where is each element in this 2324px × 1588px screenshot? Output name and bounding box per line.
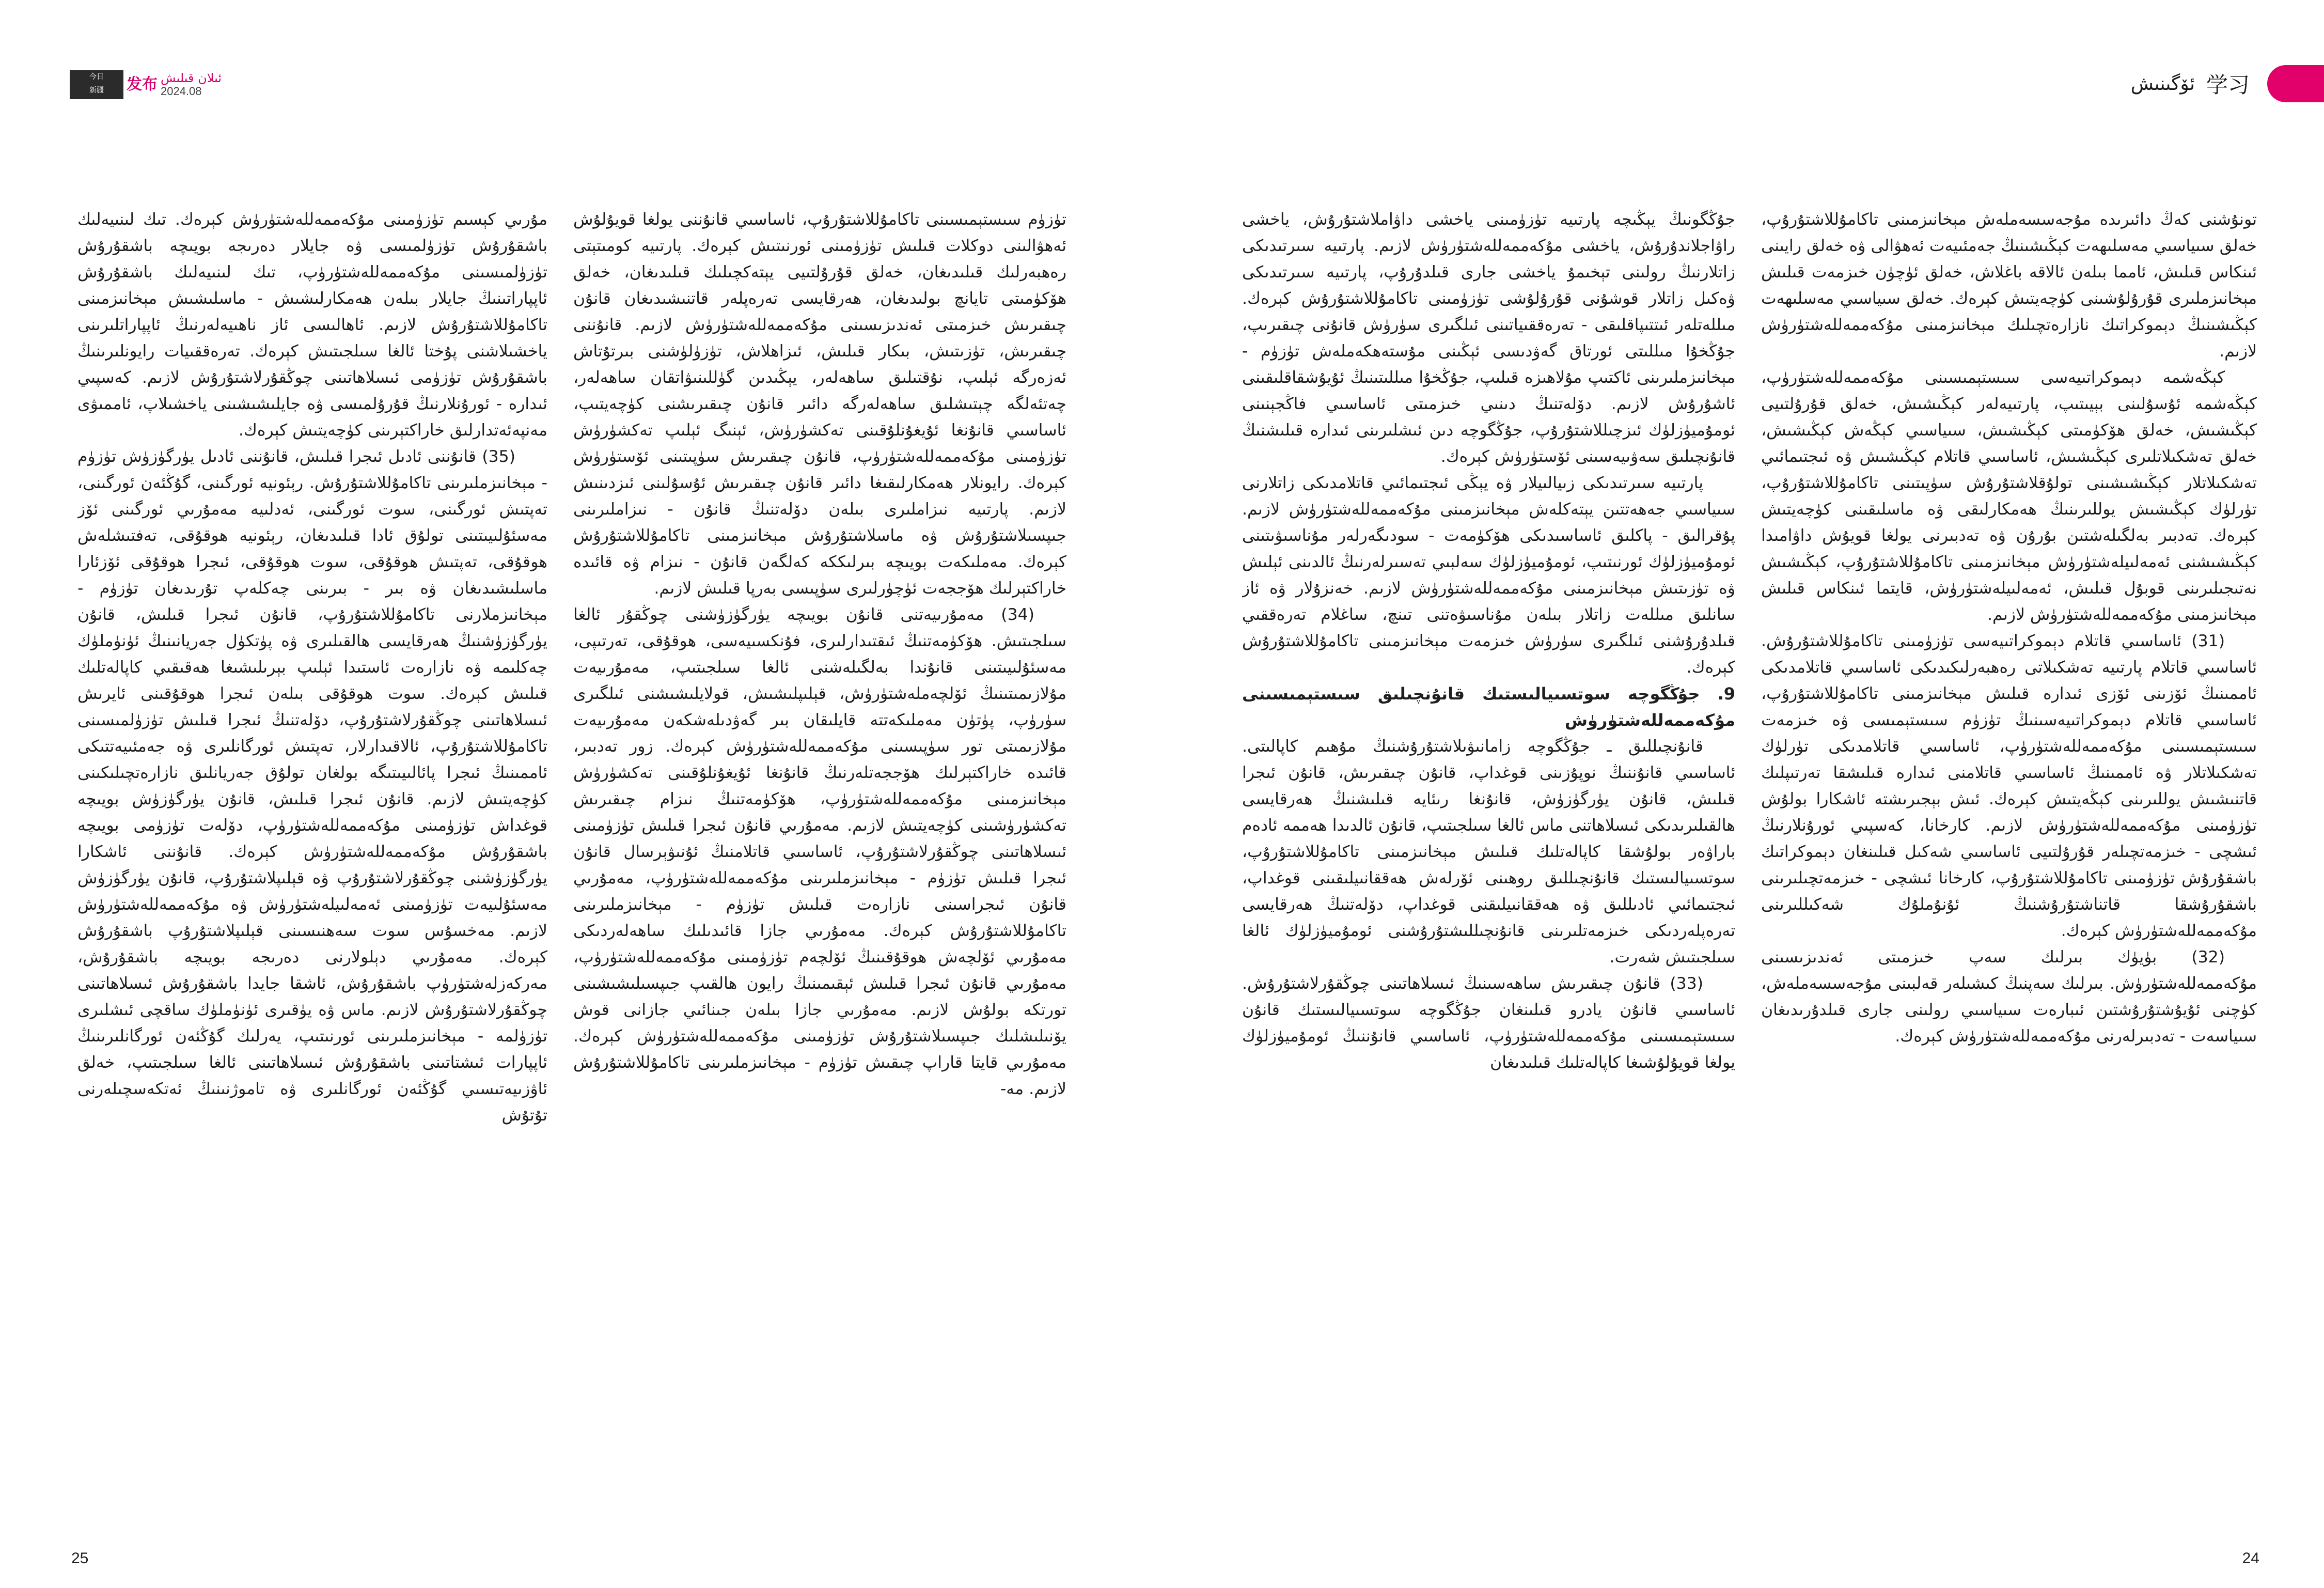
paragraph: كېڭەشمە دېموكراتىيەسى سىستېمىسىنى مۇكەممەللەشتۈرۈپ، كېڭەشمە ئۇسۇلىنى بېيىتىپ، پارتىيەلەر كېڭىشىش، خەلق قۇرۇلتىيى كېڭىشىش، خەلق ھۆكۈمىتى كېڭىشىش، سىياسىي كېڭەش كېڭىشىش، خەلق تەشكىلاتلىرى كېڭىشىش، ئاساسىي قاتلام كېڭىشىش ۋە ئىجتىمائىي تەشكىلاتلار كېڭىشىشىنى تولۇقلاشتۇرۇش سۈپىتىنى تاكامۇللاشتۇرۇپ، تۈرلۈك كېڭىشىش يوللىرىنىڭ ھەمكارلىقى ۋە ماسلىقىنى كۈچەيتىش كېرەك. تەدبىر بەلگىلەشتىن بۇرۇن ۋە تەدبىرنى يولغا قويۇش داۋامىدا كېڭىشىشنى ئەمەلىيلەشتۈرۈش مېخانىزمىنى تاكامۇللاشتۇرۇپ، كېڭىشىش نەتىجىلىرىنى قوبۇل قىلىش، ئەمەلىيلەشتۈرۈش، قايتما ئىنكاس قىلىش مېخانىزمىنى مۇكەممەللەشتۈرۈش لازىم. <box>1761 368 2257 624</box>
paragraph: (33) قانۇن چىقىرىش ساھەسىنىڭ ئىسلاھاتىنى چوڭقۇرلاشتۇرۇش. ئاساسىي قانۇن يادرو قىلىنغان جۇڭگوچە سوتسىيالىستىك قانۇن سىستېمىسىنى مۇكەممەللەشتۈرۈپ، ئاساسىي قانۇننىڭ ئومۇميۈزلۈك يولغا قويۇلۇشىغا كاپالەتلىك قىلىدىغان <box>1242 974 1735 1072</box>
section-title-uyghur: ئۆگىنىش <box>2130 73 2195 95</box>
text-column-1 <box>1761 207 2257 1519</box>
paragraph: قانۇنچىللىق ـ جۇڭگوچە زامانىۋىلاشتۇرۇشنىڭ مۇھىم كاپالىتى. ئاساسىي قانۇننىڭ نوپۇزىنى قوغداپ، قانۇن چىقىرىش، قانۇن ئىجرا قىلىش، قانۇن يۈرگۈزۈش، قانۇنغا رىئايە قىلىشنىڭ ھەرقايسى ھالقىلىرىدىكى ئىسلاھاتنى ماس ئالغا سىلجىتىپ، قانۇن ئالدىدا ھەممە ئادەم باراۋەر بولۇشقا كاپالەتلىك قىلىش مېخانىزمىنى تاكامۇللاشتۇرۇپ، سوتسىيالىستىك قانۇنچىللىق روھىنى ئۆرلەش ھەققانىيلىقىنى قوغداپ، ئىجتىمائىي ئادىللىق ۋە ھەققانىيلىقنى قوغداپ، دۆلەتنىڭ ھەرقايسى تەرەپلەردىكى خىزمەتلىرىنى قانۇنچىللىشتۇرۇشنى ئومۇميۈزلۈك ئالغا سىلجىتىش شەرت. <box>1242 737 1735 967</box>
paragraph: (34) مەمۇرىيەتنى قانۇن بويىچە يۈرگۈزۈشنى چوڭقۇر ئالغا سىلجىتىش. ھۆكۈمەتنىڭ ئىقتىدارلىرى، فۇنكسىيەسى، ھوقۇقى، تەرتىپى، مەسئۇلىيىتىنى قانۇندا بەلگىلەشنى ئالغا سىلجىتىپ، مەمۇرىيەت مۇلازىمىتىنىڭ ئۆلچەملەشتۈرۈش، قېلىپلىشىش، قولايلىشىشنى ئىلگىرى سۈرۈپ، پۈتۈن مەملىكەتتە قايلىقان بىر گەۋدىلەشكەن مەمۇرىيەت مۇلازىمىتى تور سۈپىسىنى مۇكەممەللەشتۈرۈش كېرەك. زور تەدبىر، قائىدە خاراكتېرلىك ھۆججەتلەرنىڭ قانۇنغا ئۇيغۇنلۇقىنى تەكشۈرۈش مېخانىزمىنى مۇكەممەللەشتۈرۈپ، ھۆكۈمەتنىڭ نىزام چىقىرىش تەكشۈرۈشىنى كۈچەيتىش لازىم. مەمۇرىي قانۇن ئىجرا قىلىش تۈزۈمىنى ئىسلاھاتىنى چوڭقۇرلاشتۇرۇپ، ئاساسىي قاتلامنىڭ ئۇنىۋېرسال قانۇن ئىجرا قىلىش تۈزۈم - مېخانىزملىرىنى مۇكەممەللەشتۈرۈپ، مەمۇرىي قانۇن ئىجراسىنى نازارەت قىلىش تۈزۈم - مېخانىزملىرىنى تاكامۇللاشتۇرۇش كېرەك. مەمۇرىي جازا قائىدىلىك ساھەلەردىكى مەمۇرىي ئۆلچەش ھوقۇقىنىڭ ئۆلچەم تۈزۈمىنى مۇكەممەللەشتۈرۈپ، مەمۇرىي قانۇن ئىجرا قىلىش ئېقىمىنىڭ رايون ھالقىپ جىپسىلىشىشىنى تورتكە بولۇش لازىم. مەمۇرىي جازا بىلەن جىنائىي جازانى قوش يۆنىلىشلىك جىپسىلاشتۇرۇش تۈزۈمىنى مۇكەممەللەشتۈرۈش كېرەك. مەمۇرىي قايتا قاراپ چىقىش تۈزۈم - مېخانىزملىرىنى تاكامۇللاشتۇرۇش لازىم. مە- <box>573 605 1066 1098</box>
text-column-3 <box>573 207 1066 1519</box>
magazine-masthead <box>70 68 222 101</box>
paragraph: تۈزۈم سىستېمىسىنى تاكامۇللاشتۇرۇپ، ئاساسىي قانۇننى يولغا قويۇلۇش ئەھۋالىنى دوكلات قىلىش تۈزۈمىنى ئورنىتىش كېرەك. پارتىيە كومىتېتى رەھبەرلىك قىلىدىغان، خەلق قۇرۇلتىيى يېتەكچىلىك قىلىدىغان، خەلق ھۆكۈمىتى تايانچ بولىدىغان، ھەرقايسى تەرەپلەر قاتنىشىدىغان قانۇن چىقىرىش خىزمىتى ئەندىزىسىنى مۇكەممەللەشتۈرۈش لازىم. قانۇننى چىقىرىش، تۈزىتىش، بىكار قىلىش، ئىزاھلاش، تۈزۈلۈشنى بىرتۇتاش ئەزەرگە ئېلىپ، نۇقتىلىق ساھەلەر، يېڭىدىن گۈللىنىۋاتقان ساھەلەر، چەتئەلگە چېتىشلىق ساھەلەرگە دائىر قانۇن چىقىرىشنى كۈچەيتىپ، ئاساسىي قانۇنغا ئۇيغۇنلۇقىنى تەكشۈرۈش، ئېنىگ ئېلىپ تەكشۈرۈش تۈزۈمىنى مۇكەممەللەشتۈرۈپ، قانۇن چىقىرىش سۈپىتىنى ئۆستۈرۈش كېرەك. رايونلار ھەمكارلىقىغا دائىر قانۇن چىقىرىش ئۇسۇلىنى ئىزدىنىش لازىم. پارتىيە نىزاملىرى بىلەن دۆلەتنىڭ قانۇن - نىزاملىرىنى جىپسىلاشتۇرۇش ۋە ماسلاشتۇرۇش مېخانىزمىنى تاكامۇللاشتۇرۇش كېرەك. مەملىكەت بويىچە بىرلىككە كەلگەن قانۇن - نىزام ۋە قائىدە خاراكتېرلىك ھۆججەت ئۈچۈرلىرى سۈپىسى بەرپا قىلىش لازىم. <box>573 210 1066 598</box>
section-accent-tab <box>2267 65 2324 102</box>
paragraph: (31) ئاساسىي قاتلام دېموكراتىيەسى تۈزۈمىنى تاكامۇللاشتۇرۇش. ئاساسىي قاتلام پارتىيە تەشكىلاتى رەھبەرلىكىدىكى ئاساسىي قاتلامدىكى ئاممىنىڭ ئۆزىنى ئۆزى ئىدارە قىلىش مېخانىزمىنى تاكامۇللاشتۇرۇپ، ئاساسىي قاتلام دېموكراتىيەسىنىڭ تۈزۈم سىستېمىسى ۋە خىزمەت سىستېمىسىنى مۇكەممەللەشتۈرۈپ، ئاساسىي قاتلامدىكى تۈرلۈك تەشكىلاتلار ۋە ئاممىنىڭ ئاساسىي قاتلامنى ئىدارە قىلىشقا تەرتىپلىك قاتنىشىش يوللىرىنى كېڭەيتىش كېرەك. ئىش بېجىرىشتە ئاشكارا بولۇش تۈزۈمىنى مۇكەممەللەشتۈرۈش لازىم. كارخانا، كەسپىي ئورۇنلارنىڭ ئىشچى - خىزمەتچىلەر قۇرۇلتىيى ئاساسىي شەكىل قىلىنغان دېموكراتىك باشقۇرۇش تۈزۈمىنى تاكامۇللاشتۇرۇپ، كارخانا ئىشچى - خىزمەتچىلىرىنى باشقۇرۇشقا قاتناشتۇرۇشنىڭ ئۇنۇملۇك شەكىللىرىنى مۇكەممەللەشتۈرۈش كېرەك. <box>1761 632 2257 940</box>
page-number-right: 24 <box>2242 1550 2259 1567</box>
paragraph: (35) قانۇننى ئادىل ئىجرا قىلىش، قانۇننى ئادىل يۈرگۈزۈش تۈزۈم - مېخانىزملىرىنى تاكامۇللاشتۇرۇش. رېئونيە ئورگىنى، گۇڭئەن ئورگىنى، تەپتىش ئورگىنى، سوت ئورگىنى، ئەدلىيە مەمۇرىي ئورگىنى ئۆز مەسئۇلىيىتىنى تولۇق ئادا قىلىدىغان، رېئونيە ھوقۇقى، تەفتىشلەش ھوقۇقى، تەپتىش ھوقۇقى، سوت ھوقۇقى، ئىجرا ھوقۇقى ئۆزئارا ماسلىشىدىغان ۋە بىر - بىرىنى چەكلەپ تۇرىدىغان تۈزۈم - مېخانىزملارنى تاكامۇللاشتۇرۇپ، قانۇن ئىجرا قىلىش، قانۇن يۈرگۈزۈشنىڭ ھەرقايسى ھالقىلىرى ۋە پۈتكۈل جەريانىنىڭ ئۈنۈملۈك چەكلىمە ۋە نازارەت ئاستىدا ئېلىپ بېرىلىشىغا ھەقىقىي كاپالەتلىك قىلىش كېرەك. سوت ھوقۇقى بىلەن ئىجرا ھوقۇقىنى ئايرىش ئىسلاھاتىنى چوڭقۇرلاشتۇرۇپ، دۆلەتنىڭ ئىجرا قىلىش تۈزۈلمىسىنى تاكامۇللاشتۇرۇپ، ئالاقىدارلار، تەپتىش ئورگانلىرى ۋە جەمئىيەتتىكى ئاممىنىڭ ئىجرا پائالىيىتىگە بولغان تولۇق جەريانلىق نازارەتچىلىكىنى كۈچەيتىش لازىم. قانۇن ئىجرا قىلىش، قانۇن يۈرگۈزۈش بويىچە قوغداش تۈزۈمىنى مۇكەممەللەشتۈرۈپ، دۆلەت تۈزۈمى بويىچە باشقۇرۇش مۇكەممەللەشتۈرۈش كېرەك. قانۇننى ئاشكارا يۈرگۈزۈشنى چوڭقۇرلاشتۇرۇپ ۋە قېلىپلاشتۇرۇپ، قانۇن يۈرگۈزۈش مەسئۇلىيەت تۈزۈمىنى ئەمەلىيلەشتۈرۈش ۋە مۇكەممەللەشتۈرۈش لازىم. مەخسۇس سوت سەھنىسىنى قېلىپلاشتۇرۇپ باشقۇرۇش كېرەك. مەمۇرىي دېلولارنى دەرىجە بويىچە باشقۇرۇش، مەركەزلەشتۈرۈپ باشقۇرۇش، ئاشقا جايدا باشقۇرۇش ئىسلاھاتىنى چوڭقۇرلاشتۇرۇش لازىم. ماس ۋە يۈقىرى ئۈنۈملۈك ساقچى ئىشلىرى تۈزۈلمە - مېخانىزملىرىنى ئورنىتىپ، يەرلىك گۇڭئەن ئورگانلىرىنىڭ ئاپپارات ئىشتاتىنى باشقۇرۇش ئىسلاھاتىنى ئالغا سىلجىتىپ، خەلق ئاۋزىيەتىسىي گۇڭئەن ئورگانلىرى ۋە تاموژنىنىڭ ئەتكەسچىلەرنى تۇتۇش <box>77 447 547 1125</box>
paragraph: مۇرىي كېسىم تۈزۈمىنى مۇكەممەللەشتۈرۈش كېرەك. تىك لىنىيەلىك باشقۇرۇش تۈزۈلمىسى ۋە جايلار دەرىجە بويىچە باشقۇرۇش تۈزۈلمىسىنى مۇكەممەللەشتۈرۈپ، تىك لىنىيەلىك باشقۇرۇش ئاپپاراتىنىڭ جايلار بىلەن ھەمكارلىشىش - ماسلىشىش مېخانىزمىنى تاكامۇللاشتۇرۇش لازىم. ئاھالىسى ئاز ناھىيەلەرنىڭ ئاپپاراتلىرىنى ياخشىلاشنى پۇختا ئالغا سىلجىتىش كېرەك. تەرەققىيات رايونلىرىنىڭ باشقۇرۇش تۈزۈمى ئىسلاھاتىنى چوڭقۇرلاشتۇرۇش لازىم. كەسپىي ئىدارە - ئورۇنلارنىڭ قۇرۇلمىسى ۋە جايلىشىشىنى ياخشىلاپ، ئاممىۋى مەنپەئەتدارلىق خاراكتېرىنى كۈچەيتىش كېرەك. <box>77 210 547 440</box>
issue-date: 2024.08 <box>161 85 202 98</box>
paragraph: پارتىيە سىرتىدىكى زىيالىيلار ۋە يېڭى ئىجتىمائىي قاتلامدىكى زاتلارنى سىياسىي جەھەتتىن يېتەكلەش مېخانىزمىنى مۇكەممەللەشتۈرۈش لازىم. پۇقرالىق - پاكلىق ئاساسىدىكى ھۆكۈمەت - سودىگەرلەر مۇناسىۋىتىنى ئومۇميۈزلۈك ئورنىتىپ، ئومۇميۈزلۈك سەلبىي تەسىرلەرنىڭ ئالدىنى ئېلىش ۋە تۈزىتىش مېخانىزمىنى مۇكەممەللەشتۈرۈش لازىم. خەنزۇلار ۋە ئاز سانلىق مىللەت زاتلار بىلەن مۇناسىۋەتنى تىنچ، ساغلام تەرەققىي قىلدۇرۇشنى ئىلگىرى سۈرۈش خىزمەت مېخانىزمىنى تاكامۇللاشتۇرۇش كېرەك. <box>1242 474 1735 677</box>
section-title-chinese: 学习 <box>2206 72 2250 98</box>
masthead-meta <box>161 71 222 98</box>
paragraph: جۇڭگونىڭ يېڭىچە پارتىيە تۈزۈمىنى ياخشى داۋاملاشتۇرۇش، ياخشى راۋاجلاندۇرۇش، ياخشى مۇكەممەللەشتۈرۈش لازىم. پارتىيە سىرتىدىكى زاتلارنىڭ رولىنى تېخىمۇ ياخشى جارى قىلدۇرۇپ، پارتىيە سىرتىدىكى ۋەكىل زاتلار قوشۇنى قۇرۇلۇشى تۈزۈمىنى تاكامۇللاشتۇرۇش كېرەك. مىللەتلەر ئىتتىپاقلىقى - تەرەققىياتىنى ئىلگىرى سۈرۈش قانۇنى چىقىرىپ، جۇڭخۇا مىللىتى ئورتاق گەۋدىسى ئېڭىنى مۇستەھكەملەش تۈزۈم - مېخانىزملىرىنى ئاكتىپ مۇلاھىزە قىلىپ، جۇڭخۇا مىللىتىنىڭ ئۇيۇشقاقلىقىنى ئاشۇرۇش لازىم. دۆلەتنىڭ دىنىي خىزمىتى ئاساسىي فاڭجېنىنى ئومۇميۈزلۈك ئىزچىللاشتۇرۇپ، جۇڭگوچە دىن ئىشلىرىنى ئىدارە قىلىشنىڭ قانۇنچىلىق سەۋىيەسىنى ئۆستۈرۈش كېرەك. <box>1242 210 1735 466</box>
section-header <box>2131 64 2324 103</box>
section-heading: 9. جۇڭگوچە سوتسىيالىستىك قانۇنچىلىق سىستېمىسىنى مۇكەممەللەشتۈرۈش <box>1242 684 1735 730</box>
logo-line-2: 新疆 <box>89 86 104 95</box>
paragraph: تونۇشنى كەڭ دائىرىدە مۇجەسسەملەش مېخانىزمىنى تاكامۇللاشتۇرۇپ، خەلق سىياسىي مەسلىھەت كېڭىشىنىڭ جەمئىيەت ئەھۋالى ۋە خەلق رايىنى ئىنكاس قىلىش، ئامما بىلەن ئالاقە باغلاش، خەلق ئۈچۈن خىزمەت قىلىش مېخانىزملىرى قۇرۇلۇشىنى كۈچەيتىش كېرەك. خەلق سىياسىي مەسلىھەت كېڭىشىنىڭ دېموكراتىك نازارەتچىلىك مېخانىزمىنى مۇكەممەللەشتۈرۈش لازىم. <box>1761 210 2257 361</box>
text-column-4 <box>77 207 547 1519</box>
brand-word: 发布 <box>127 75 158 94</box>
magazine-name: ئىلان قىلىش <box>161 71 222 85</box>
page-number-left: 25 <box>71 1550 89 1567</box>
magazine-logo <box>70 70 123 99</box>
text-column-2 <box>1242 207 1735 1519</box>
logo-line-1: 今日 <box>89 73 104 81</box>
paragraph: (32) بۈيۈك بىرلىك سەپ خىزمىتى ئەندىزىسىنى مۇكەممەللەشتۈرۈش. بىرلىك سەپنىڭ كىشىلەر قەلبىنى مۇجەسسەملەش، كۈچنى ئۇيۇشتۇرۇشتىن ئىبارەت سىياسىي رولىنى جارى قىلدۇرىدىغان سىياسەت - تەدبىرلەرنى مۇكەممەللەشتۈرۈش كېرەك. <box>1761 948 2257 1046</box>
